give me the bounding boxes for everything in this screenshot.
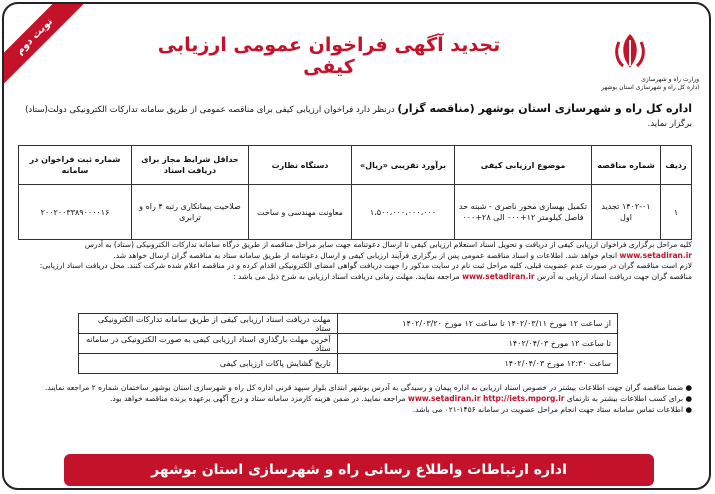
setadiran-link[interactable]: www.setadiran.ir [619,250,692,260]
body-p1-start: کلیه مراحل برگزاری فراخوان ارزیابی کیفی از دریافت و تحویل اسناد استعلام ارزیابی کیفی تا ارسال دعوتنامه جهت سایر مراحل مناقصه از طریق درگاه سامانه تدارکات الکترونیکی (ستاد) به آدرس [84,240,692,249]
footer-banner: اداره ارتباطات واطلاع رسانی راه و شهرسازی استان بوشهر [64,454,654,486]
info-links[interactable]: www.setadiran.ir http://iets.mporg.ir [407,394,565,403]
second-round-badge: نوبت دوم [2,2,89,91]
note-3: ● اطلاعات تماس سامانه ستاد جهت انجام مراحل عضویت در سامانه ۱۴۵۶-۰۲۱ می باشد. [412,405,692,414]
tender-table [18,145,692,240]
org-line-2: اداره کل راه و شهرسازی استان بوشهر [601,84,699,91]
advertisement-frame [2,2,711,490]
col-registration-header: شماره ثبت فراخوان در سامانه [19,146,132,185]
deadline-label: مهلت دریافت اسناد ارزیابی کیفی از طریق سامانه تدارکات الکترونیکی ستاد [79,314,338,334]
col-estimate-header: برآورد تقریبی «ریال» [352,146,455,185]
organization-name [539,76,699,92]
table-row [79,314,618,334]
notes [18,382,692,415]
table-row [79,354,618,374]
body-p1-end: انجام خواهد شد. اطلاعات و اسناد مناقصه عمومی پس از برگزاری فرآیند ارزیابی کیفی و ارسال دعوتنامه از طریق سامانه ستاد به مناقصه گران ارسال خواهد شد. [113,250,618,260]
deadline-value: تا ساعت ۱۲ مورخ ۱۴۰۲/۰۴/۰۳ [337,334,617,354]
setadiran-link-2[interactable]: www.setadiran.ir [462,271,535,281]
intro-bold: اداره کل راه و شهرسازی استان بوشهر (مناقصه گزار) [397,102,692,115]
col-requirements-header: حداقل شرایط مجاز برای دریافت اسناد [132,146,249,185]
body-paragraph-2 [18,261,692,282]
deadline-label: آخرین مهلت بارگذاری اسناد ارزیابی کیفی به صورت الکترونیکی در سامانه ستاد [79,334,338,354]
intro-text [18,102,692,131]
org-line-1: وزارت راه و شهرسازی [641,76,699,83]
table-row [79,334,618,354]
note-1: ● ضمنا مناقصه گران جهت اطلاعات بیشتر در خصوص اسناد ارزیابی به اداره پیمان و رسیدگی به آدرس بوشهر ابتدای بلوار سپهد قرنی اداره کل راه و شهرسازی استان بوشهر ساختمان شماره ۲ مراجعه نمایند. [44,383,692,392]
row-number-cell: ۱ [661,185,692,240]
col-subject-header: موضوع ارزیابی کیفی [455,146,592,185]
deadlines-table [78,313,618,374]
body-paragraph-1 [18,240,692,261]
registration-number-cell: ۲۰۰۲۰۰۳۳۸۹۰۰۰۰۱۶ [19,185,132,240]
table-row [19,185,692,240]
subject-cell: تکمیل بهسازی محور ناصری - شبنه حد فاصل کیلومتر ۱۲+۰۰۰ الی ۲۸+۰۰۰ [455,185,592,240]
deadline-value: ساعت ۱۲:۳۰ مورخ ۱۴۰۲/۰۴/۰۳ [337,354,617,374]
note-2-start: ● برای کسب اطلاعات بیشتر به تارنمای [566,394,692,403]
page-title: تجدید آگهی فراخوان عمومی ارزیابی کیفی [157,34,501,78]
estimate-cell: ۱،۵۰۰،۰۰۰،۰۰۰،۰۰۰ [352,185,455,240]
table-header-row [19,146,692,185]
col-tender-number-header: شماره مناقصه [592,146,661,185]
supervisor-cell: معاونت مهندسی و ساخت [249,185,352,240]
col-supervisor-header: دستگاه نظارت [249,146,352,185]
body-p2-end: مراجعه نمایند. مهلت زمانی دریافت اسناد ارزیابی به شرح ذیل می باشد : [233,271,460,281]
iran-emblem-icon [609,30,651,72]
note-2 [18,393,692,404]
deadline-value: از ساعت ۱۲ مورخ ۱۴۰۲/۰۳/۱۱ تا ساعت ۱۲ مورخ ۱۴۰۲/۰۳/۲۰ [337,314,617,334]
body-p2-start: لازم است مناقصه گران در صورت عدم عضویت قبلی، کلیه مراحل ثبت نام در سایت مذکور را جهت دریافت گواهی امضای الکترونیکی اقدام کرده و در مناقصه اعلام شده شرکت کنند. محل دریافت اسناد ارزیابی: مناقصه گران جهت دریافت اسناد ارزیابی به آدرس [39,261,692,281]
requirements-cell: صلاحیت پیمانکاری رتبه ۴ راه و ترابری [132,185,249,240]
body-text [18,240,692,282]
tender-number-cell: ۱۴۰۲-۰۱ تجدید اول [592,185,661,240]
note-2-end: مراجعه نمایید. در ضمن هزینه کارمزد سامانه ستاد و درج آگهی برعهده برنده مناقصه خواهد بود. [110,394,406,403]
deadline-label: تاریخ گشایش پاکات ارزیابی کیفی [79,354,338,374]
col-row-header: ردیف [661,146,692,185]
intro-rest: درنظر دارد فراخوان ارزیابی کیفی برای مناقصه عمومی از طریق سامانه تدارکات الکترونیکی دولت(ستاد) برگزار نماید. [25,105,692,129]
